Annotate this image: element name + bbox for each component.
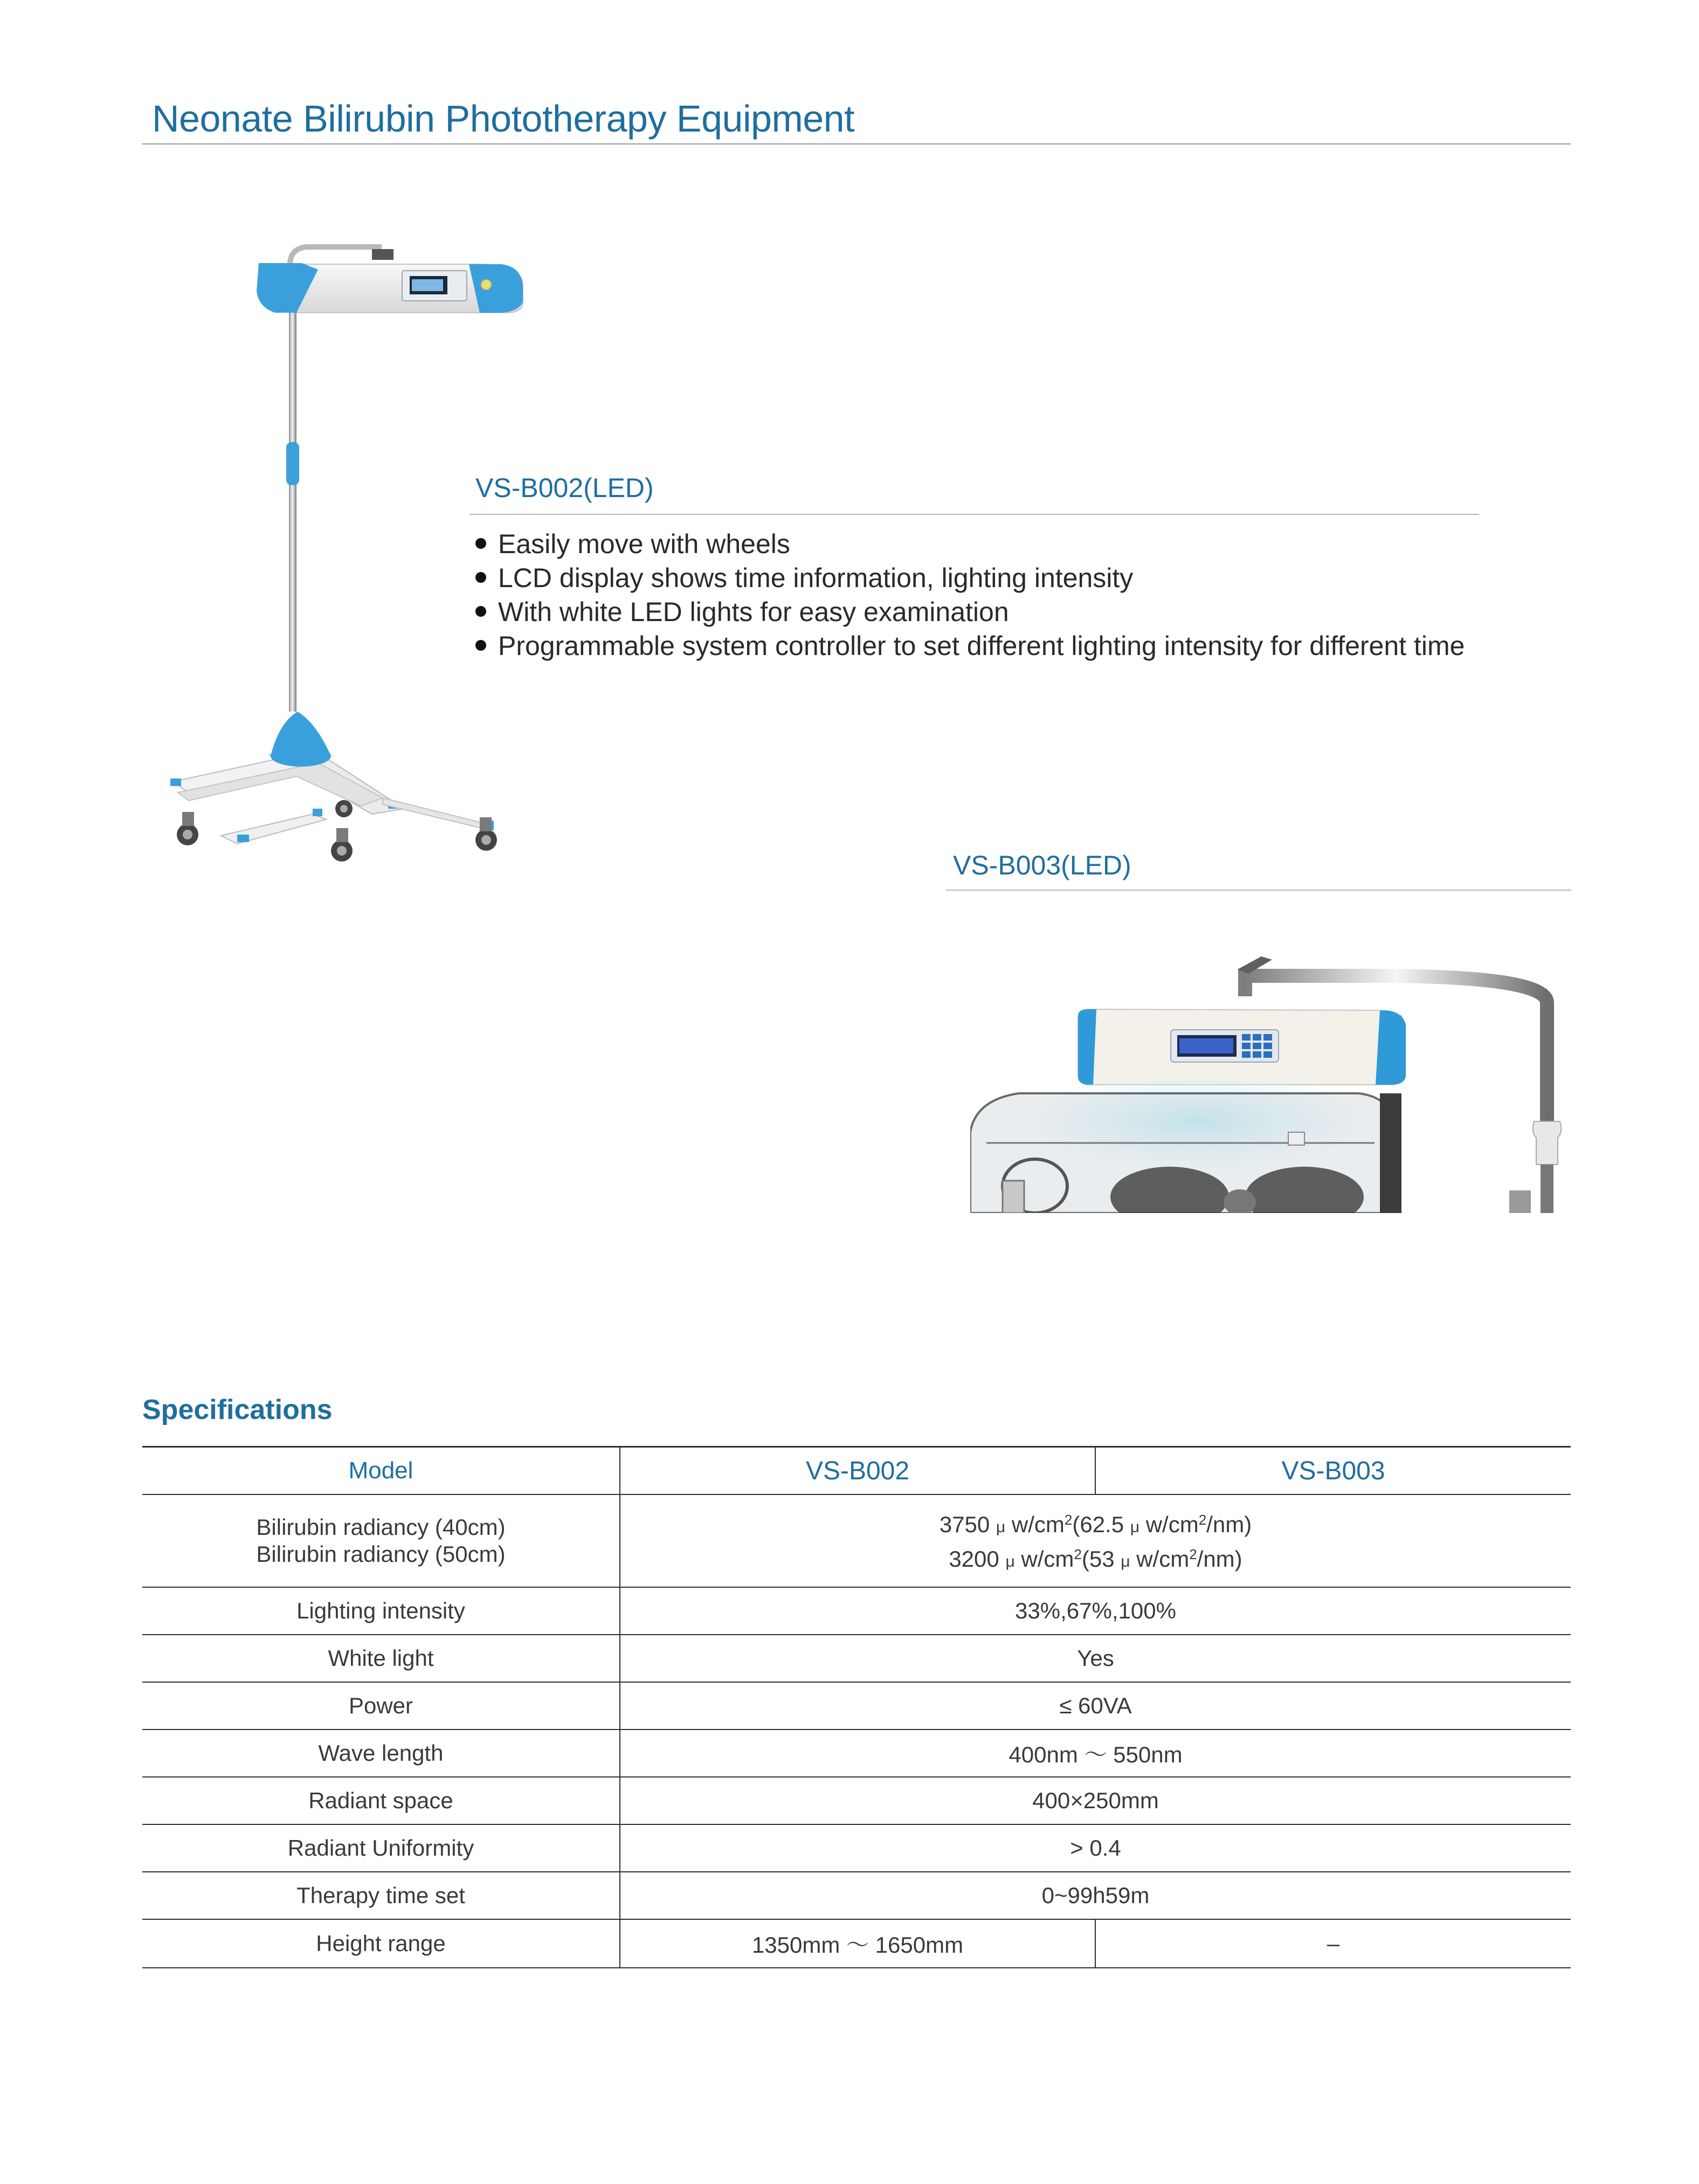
table-row: [142, 1682, 1571, 1730]
spec-value: 33%,67%,100%: [620, 1587, 1571, 1635]
specifications-table: [142, 1446, 1571, 1968]
spec-value: Yes: [620, 1635, 1571, 1682]
spec-value: > 0.4: [620, 1824, 1571, 1872]
vs-b003-model-heading: VS-B003(LED): [953, 850, 1131, 880]
bullet-icon: [475, 572, 486, 583]
header-vs-b003: VS-B003: [1095, 1447, 1571, 1495]
table-row: [142, 1919, 1571, 1968]
list-item: Easily move with wheels: [475, 527, 1465, 561]
spec-label: Power: [142, 1682, 620, 1730]
vs-b002-feature-list: [475, 527, 1465, 663]
bullet-icon: [475, 640, 486, 651]
height-range-label: Height range: [142, 1919, 620, 1968]
radiancy-40cm-label: Bilirubin radiancy (40cm): [256, 1514, 506, 1540]
page-title: Neonate Bilirubin Phototherapy Equipment: [152, 98, 855, 140]
list-item: LCD display shows time information, lighting intensity: [475, 561, 1465, 595]
spec-label: Radiant Uniformity: [142, 1824, 620, 1872]
list-item: With white LED lights for easy examination: [475, 595, 1465, 629]
table-row: [142, 1587, 1571, 1635]
list-item: Programmable system controller to set different lighting intensity for different time: [475, 629, 1465, 663]
table-row: [142, 1872, 1571, 1919]
table-row: [142, 1730, 1571, 1777]
vs-b003-divider: [946, 890, 1571, 891]
radiancy-50cm-label: Bilirubin radiancy (50cm): [256, 1541, 506, 1567]
spec-value: 400nm ～ 550nm: [620, 1730, 1571, 1777]
header-vs-b002: VS-B002: [620, 1447, 1095, 1495]
vs-b002-model-heading: VS-B002(LED): [475, 473, 654, 503]
radiancy-value-cell: [620, 1494, 1571, 1587]
radiancy-40cm-value: 3750 μ $w/cm^2(62.5$ μ $w/cm^2/nm$): [939, 1512, 1252, 1537]
height-range-vs-b003: –: [1095, 1919, 1571, 1968]
spec-value: 400×250mm: [620, 1777, 1571, 1824]
table-row: [142, 1494, 1571, 1587]
radiancy-label-cell: [142, 1494, 620, 1587]
spec-value: ≤ 60VA: [620, 1682, 1571, 1730]
vs-b002-divider: [470, 514, 1479, 515]
spec-label: Radiant space: [142, 1777, 620, 1824]
table-row: [142, 1777, 1571, 1824]
specifications-heading: Specifications: [142, 1394, 333, 1425]
table-row: [142, 1635, 1571, 1682]
spec-label: Therapy time set: [142, 1872, 620, 1919]
height-range-vs-b002: 1350mm ～ 1650mm: [620, 1919, 1095, 1968]
table-header-row: [142, 1447, 1571, 1495]
bullet-icon: [475, 606, 486, 617]
table-row: [142, 1824, 1571, 1872]
header-model-label: Model: [142, 1447, 620, 1495]
title-divider: [142, 143, 1571, 144]
spec-value: 0~99h59m: [620, 1872, 1571, 1919]
spec-label: Lighting intensity: [142, 1587, 620, 1635]
vs-b003-product-image: [970, 949, 1574, 1213]
spec-label: White light: [142, 1635, 620, 1682]
spec-label: Wave length: [142, 1730, 620, 1777]
radiancy-50cm-value: 3200 μ $w/cm^2(53$ μ $w/cm^2/nm$): [949, 1546, 1242, 1572]
bullet-icon: [475, 538, 486, 549]
